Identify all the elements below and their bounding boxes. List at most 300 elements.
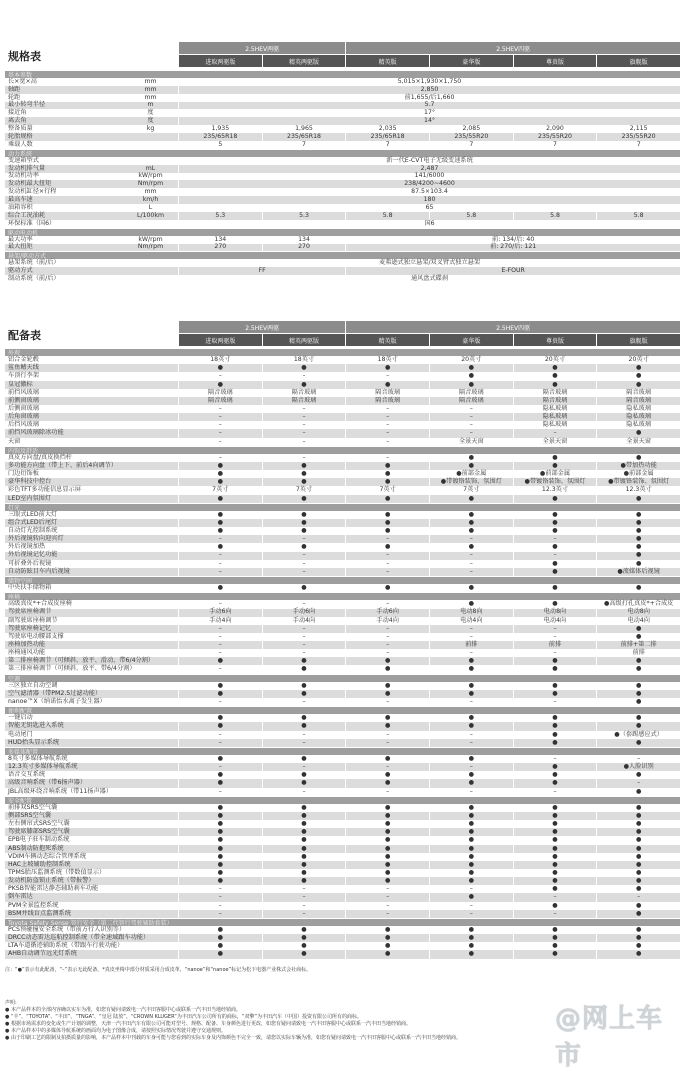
value-cell: 5.8 (345, 212, 429, 220)
value-cell: 7 (596, 141, 680, 149)
row-unit: mm (123, 86, 178, 94)
equipped-dot: ● (345, 836, 429, 844)
watermark-logo: @网上车市 (555, 1004, 664, 1071)
equipped-dot: ● (345, 828, 429, 836)
header-group-row (178, 321, 680, 333)
value-cell: 前排 (513, 641, 597, 649)
equipped-dot: ● (596, 828, 680, 836)
row-label: 组合式LED后尾灯 (5, 519, 178, 527)
value-cell: 前排+第二排 (596, 641, 680, 649)
value-cell: ●带镀铬装饰、氛围灯 (513, 478, 597, 486)
equipped-dot: ● (596, 543, 680, 551)
value-cell: 7英寸 (345, 486, 429, 494)
table-row (5, 845, 680, 853)
spec-table-header (178, 42, 680, 67)
equipped-dot: ● (345, 779, 429, 787)
equipped-dot: ● (513, 739, 597, 747)
section-header: 外观 (5, 348, 680, 356)
table-row (5, 275, 680, 283)
equipped-dot: ● (596, 665, 680, 673)
table-row (5, 543, 680, 551)
not-equipped-dash: – (345, 763, 429, 771)
value-cell: 新一代E-CVT电子无级变速系统 (178, 157, 680, 165)
equipped-dot: ● (429, 869, 513, 877)
not-equipped-dash: – (262, 885, 346, 893)
equipped-dot: ● (596, 877, 680, 885)
header-trim: 精英版 (345, 334, 429, 346)
row-unit: m (123, 102, 178, 110)
row-label: 轮胎规格 (5, 133, 123, 141)
equipped-dot: ● (513, 600, 597, 608)
row-label: 左右侧帘式SRS空气囊 (8, 820, 70, 828)
table-row (5, 560, 680, 568)
value-cell: 隔音玻璃 (262, 397, 346, 405)
equipped-dot: ● (513, 690, 597, 698)
value-cell: 全景天窗 (596, 438, 680, 446)
not-equipped-dash: – (513, 649, 597, 657)
row-label: 自动防眩目车内后视镜 (5, 568, 178, 576)
equipped-dot: ● (178, 771, 262, 779)
not-equipped-dash: – (345, 421, 429, 429)
value-cell: 通风盘式碟刹 (178, 275, 680, 283)
value-cell: 2,850 (178, 86, 680, 94)
equipped-dot: ● (513, 560, 597, 568)
equipped-dot: ● (429, 853, 513, 861)
not-equipped-dash: – (262, 633, 346, 641)
not-equipped-dash: – (262, 552, 346, 560)
table-row (5, 609, 680, 617)
equipped-dot: ● (178, 462, 262, 470)
value-cell: 隔音玻璃 (345, 397, 429, 405)
equipped-dot: ● (429, 714, 513, 722)
equipped-dot: ● (178, 381, 262, 389)
row-label: 后侧窗玻璃 (8, 404, 39, 412)
equipped-dot: ● (596, 698, 680, 706)
row-label: 高级真皮*+合成皮座椅 (8, 600, 72, 608)
equipped-dot: ● (513, 665, 597, 673)
equipped-dot: ● (345, 722, 429, 730)
not-equipped-dash: – (345, 633, 429, 641)
row-label: DRCC动态雷达巡航控制系统（带全速域跟车功能） (5, 934, 178, 942)
row-label: 外后视镜转向迎宾灯 (5, 535, 178, 543)
equipped-dot: ● (345, 478, 429, 486)
not-equipped-dash: – (429, 910, 513, 918)
not-equipped-dash: – (513, 625, 597, 633)
not-equipped-dash: – (262, 649, 346, 657)
row-label: 门边衍饰板 (8, 470, 39, 478)
equipped-dot: ● (429, 836, 513, 844)
table-row (5, 519, 680, 527)
equipped-dot: ● (262, 690, 346, 698)
equipped-dot: ● (429, 511, 513, 519)
equipped-dot: ● (513, 364, 597, 372)
value-cell: 电动8向 (513, 609, 597, 617)
table-row (5, 405, 680, 413)
row-label: 轴距 (5, 86, 123, 94)
row-label: 倒车雷达 (5, 893, 178, 901)
equipped-dot: ● (596, 381, 680, 389)
not-equipped-dash: – (345, 625, 429, 633)
statement-line: ● “丰”、“TOYOTA”、“丰田”、“TNGA”、“皇冠 陆放”、“CROWN KLUGER”为丰田汽车公司所有的商标，“双擎”为丰田汽车（中国）投资有限公司所有的商标。 (5, 1014, 363, 1020)
equipped-dot: ● (596, 429, 680, 437)
value-cell: 141/6000 (178, 173, 680, 181)
value-cell: 电动8向 (596, 609, 680, 617)
equipped-dot: ● (596, 902, 680, 910)
not-equipped-dash: – (178, 454, 262, 462)
equipped-dot: ● (596, 934, 680, 942)
table-row (5, 552, 680, 560)
row-label: PKSB智能雷达静态辅助刹车功能 (8, 885, 99, 893)
equipped-dot: ● (596, 625, 680, 633)
equipped-dot: ● (345, 381, 429, 389)
equipped-dot: ● (262, 682, 346, 690)
table-row (5, 804, 680, 812)
not-equipped-dash: – (429, 421, 513, 429)
table-row (5, 942, 680, 950)
row-label: 轮距 (8, 93, 21, 101)
equipped-dot: ● (345, 714, 429, 722)
equipped-dot: ● (596, 535, 680, 543)
not-equipped-dash: – (429, 649, 513, 657)
equipped-dot: ● (429, 381, 513, 389)
header-trim: 精英版 (345, 55, 429, 67)
row-label: 接近角 (8, 109, 27, 117)
equipped-dot: ● (345, 869, 429, 877)
equipped-dot: ● (262, 755, 346, 763)
equipped-dot: ● (513, 869, 597, 877)
not-equipped-dash: – (429, 552, 513, 560)
row-label: 皇冠徽标 (5, 381, 178, 389)
equipped-dot: ● (596, 560, 680, 568)
value-cell: 电动4向 (513, 617, 597, 625)
value-cell: ●前部金属 (429, 470, 513, 478)
table-row (5, 739, 680, 747)
row-label: 整备质量 (8, 125, 33, 133)
not-equipped-dash: – (178, 600, 262, 608)
table-row (5, 244, 680, 252)
not-equipped-dash: – (262, 763, 346, 771)
equipped-dot: ● (345, 771, 429, 779)
equipped-dot: ● (513, 861, 597, 869)
section-header: 储物空间 (5, 576, 680, 584)
value-cell: 65 (178, 204, 680, 212)
value-cell: 20英寸 (596, 356, 680, 364)
value-cell: 前1,655/后1,660 (178, 94, 680, 102)
header-trim: 精英两驱版 (262, 334, 346, 346)
table-row (5, 157, 680, 165)
not-equipped-dash: – (262, 568, 346, 576)
row-unit: Nm/rpm (123, 244, 178, 252)
equipped-dot: ● (596, 519, 680, 527)
header-group: 2.5HEV两驱 (178, 321, 345, 333)
header-trim-row (178, 55, 680, 67)
table-row (5, 853, 680, 861)
equipped-dot: ● (178, 682, 262, 690)
equipped-dot: ● (345, 470, 429, 478)
equipped-dot: ● (345, 665, 429, 673)
value-cell: 7 (262, 141, 346, 149)
equipped-dot: ● (596, 836, 680, 844)
table-row (5, 413, 680, 421)
not-equipped-dash: – (345, 649, 429, 657)
value-cell: 全景天窗 (429, 438, 513, 446)
row-label: 驾驶席座椅调节 (5, 609, 178, 617)
not-equipped-dash: – (513, 755, 597, 763)
row-label: 外后视镜加热 (8, 543, 46, 551)
equipped-dot: ● (596, 853, 680, 861)
row-label: 离去角 (5, 117, 123, 125)
not-equipped-dash: – (429, 763, 513, 771)
value-cell: 5.3 (178, 212, 262, 220)
header-trim: 进取两驱版 (178, 334, 262, 346)
not-equipped-dash: – (345, 885, 429, 893)
equipped-dot: ● (513, 845, 597, 853)
equipped-dot: ● (178, 942, 262, 950)
value-cell: 隐私玻璃 (513, 421, 597, 429)
row-unit (123, 275, 178, 283)
section-header: 内饰及舒适 (5, 446, 680, 454)
value-cell: 2,090 (513, 125, 597, 133)
equipped-dot: ● (345, 861, 429, 869)
not-equipped-dash: – (262, 902, 346, 910)
row-label: 发动机最大扭矩 (5, 180, 123, 188)
equipped-dot: ● (345, 812, 429, 820)
section-header: 悬架/驱动方式 (5, 251, 680, 259)
equipped-dot: ● (429, 657, 513, 665)
row-unit: km/h (123, 196, 178, 204)
row-label: 环保标准（国6） (8, 219, 56, 227)
equipped-dot: ● (178, 364, 262, 372)
value-cell: 麦弗逊式独立悬架/双叉臂式独立悬架 (178, 259, 680, 267)
row-label: 最大功率 (8, 235, 33, 243)
not-equipped-dash: – (262, 413, 346, 421)
value-cell: 1,935 (178, 125, 262, 133)
table-row (5, 779, 680, 787)
not-equipped-dash: – (345, 552, 429, 560)
table-row (5, 869, 680, 877)
not-equipped-dash: – (513, 429, 597, 437)
row-label: PVM全景监控系统 (8, 901, 59, 909)
equipped-dot: ● (178, 820, 262, 828)
equipped-dot: ● (429, 527, 513, 535)
equipped-dot: ● (262, 511, 346, 519)
equipped-dot: ● (429, 779, 513, 787)
value-cell: 手动6向 (262, 609, 346, 617)
not-equipped-dash: – (178, 535, 262, 543)
equipped-dot: ● (345, 495, 429, 503)
section-header: 灯光 (5, 503, 680, 511)
equipped-dot: ● (262, 462, 346, 470)
table-row (5, 102, 680, 110)
equipped-dot: ● (178, 657, 262, 665)
table-row (5, 625, 680, 633)
equipped-dot: ● (262, 926, 346, 934)
table-row (5, 731, 680, 739)
equipped-dot: ● (596, 714, 680, 722)
value-cell: 5.8 (513, 212, 597, 220)
section-header: Toyota Safety Sense 智行安全（第二代智行驾驶辅助套装） (5, 918, 680, 926)
equipped-dot: ● (596, 926, 680, 934)
row-unit (123, 157, 178, 165)
table-row (5, 180, 680, 188)
equipped-dot: ● (596, 942, 680, 950)
equipped-dot: ● (262, 836, 346, 844)
not-equipped-dash: – (345, 405, 429, 413)
value-cell: ●（套踢感应式） (596, 731, 680, 739)
not-equipped-dash: – (178, 902, 262, 910)
row-label: 发动机防盗锁止系统（带报警） (5, 877, 178, 885)
table-row (5, 236, 680, 244)
equipped-dot: ● (596, 633, 680, 641)
equipped-dot: ● (596, 771, 680, 779)
equipped-dot: ● (513, 804, 597, 812)
not-equipped-dash: – (345, 910, 429, 918)
row-label: 最高车速 (5, 196, 123, 204)
equipped-dot: ● (262, 495, 346, 503)
table-row (5, 535, 680, 543)
value-cell: 国6 (178, 220, 680, 228)
equipped-dot: ● (513, 381, 597, 389)
not-equipped-dash: – (262, 372, 346, 380)
table-row (5, 511, 680, 519)
equipped-dot: ● (262, 869, 346, 877)
value-cell: 隔音玻璃 (178, 397, 262, 405)
equipped-dot: ● (345, 584, 429, 592)
not-equipped-dash: – (429, 429, 513, 437)
equipped-dot: ● (429, 942, 513, 950)
section-header: 动力系统 (5, 149, 680, 157)
not-equipped-dash: – (596, 755, 680, 763)
table-row (5, 188, 680, 196)
equipped-dot: ● (596, 690, 680, 698)
equipped-dot: ● (513, 722, 597, 730)
row-label: HAC上坡辅助控制系统 (5, 861, 178, 869)
table-row (5, 372, 680, 380)
table-row (5, 828, 680, 836)
equipped-dot: ● (178, 584, 262, 592)
equipped-dot: ● (513, 657, 597, 665)
table-row (5, 568, 680, 576)
equipped-dot: ● (178, 722, 262, 730)
not-equipped-dash: – (262, 405, 346, 413)
row-label: 真皮方向盘/真皮换挡杆 (8, 453, 72, 461)
equipped-dot: ● (429, 934, 513, 942)
row-unit: L/100km (123, 212, 178, 220)
value-cell: 7 (345, 141, 429, 149)
equipped-dot: ● (262, 779, 346, 787)
equipped-dot: ● (345, 364, 429, 372)
value-cell: E-FOUR (345, 267, 680, 275)
row-label: 天窗 (8, 437, 21, 445)
value-cell: 87.5×103.4 (178, 188, 680, 196)
not-equipped-dash: – (178, 421, 262, 429)
not-equipped-dash: – (345, 568, 429, 576)
equipped-dot: ● (596, 885, 680, 893)
not-equipped-dash: – (513, 698, 597, 706)
table-row (5, 421, 680, 429)
section-header: 便利配置 (5, 706, 680, 714)
value-cell: ●带镀铬装饰、氛围灯 (429, 478, 513, 486)
equipped-dot: ● (429, 755, 513, 763)
equipped-dot: ● (345, 462, 429, 470)
statement-title: 声明: (5, 1000, 17, 1006)
value-cell: 235/65R18 (345, 133, 429, 141)
equipped-dot: ● (345, 657, 429, 665)
equipped-dot: ● (513, 820, 597, 828)
row-label: 变速箱型式 (8, 156, 39, 164)
table-row (5, 698, 680, 706)
value-cell: 134 (262, 236, 346, 244)
row-label: 乘载人数 (8, 140, 33, 148)
header-trim: 精英两驱版 (262, 55, 346, 67)
not-equipped-dash: – (596, 893, 680, 901)
value-cell: 隐私玻璃 (513, 405, 597, 413)
row-unit: kW/rpm (138, 172, 163, 180)
equipped-dot: ● (178, 861, 262, 869)
value-cell: ●前部金属 (596, 470, 680, 478)
equipped-dot: ● (178, 470, 262, 478)
table-row (5, 617, 680, 625)
equipped-dot: ● (513, 568, 597, 576)
table-row (5, 141, 680, 149)
not-equipped-dash: – (262, 641, 346, 649)
not-equipped-dash: – (429, 625, 513, 633)
not-equipped-dash: – (178, 438, 262, 446)
equipped-dot: ● (178, 495, 262, 503)
table-row (5, 86, 680, 94)
not-equipped-dash: – (429, 698, 513, 706)
table-row (5, 788, 680, 796)
value-cell: 7 (513, 141, 597, 149)
value-cell: 12.3英寸 (513, 486, 597, 494)
row-unit (123, 259, 178, 267)
header-trim-row (178, 334, 680, 346)
table-row (5, 381, 680, 389)
row-label: 长×宽×高 (8, 77, 37, 85)
not-equipped-dash: – (178, 910, 262, 918)
table-row (5, 133, 680, 141)
row-label: 制动系统（前/后） (8, 275, 60, 282)
not-equipped-dash: – (262, 421, 346, 429)
equipped-dot: ● (262, 478, 346, 486)
equipped-dot: ● (178, 511, 262, 519)
row-label: 前挡风玻璃 (8, 388, 39, 396)
value-cell: 手动4向 (262, 617, 346, 625)
equipped-dot: ● (429, 893, 513, 901)
statement-line: ● 本产品样本中的多媒体导航系统的画面均为电子图像合成，请按照实际情况驾驶并遵守交通规则。 (5, 1028, 226, 1034)
equipped-dot: ● (262, 812, 346, 820)
spec-title: 规格表 (8, 50, 41, 63)
not-equipped-dash: – (262, 739, 346, 747)
statement-line: ● 根据市场需求的变化或生产计划的调整，天津一汽丰田汽车有限公司可能对型号、规格、配备、车身颜色进行更改，如您有疑问请致电一汽丰田客服中心或联系一汽丰田当地经销商。 (5, 1021, 411, 1027)
equipped-dot: ● (596, 372, 680, 380)
equipped-dot: ● (262, 771, 346, 779)
row-label: 可折叠外后视镜 (8, 559, 52, 567)
row-label: BSM并线盲点监测系统 (5, 910, 178, 918)
value-cell: 隔音玻璃 (262, 389, 346, 397)
equipped-dot: ● (345, 690, 429, 698)
equipped-dot: ● (596, 552, 680, 560)
value-cell: 手动6向 (178, 609, 262, 617)
row-label: 豪华科技中控台 (5, 478, 178, 486)
table-row (5, 204, 680, 212)
row-label: VDIM车辆动态综合管理系统 (8, 852, 87, 860)
not-equipped-dash: – (178, 698, 262, 706)
value-cell: 手动4向 (178, 617, 262, 625)
not-equipped-dash: – (178, 560, 262, 568)
table-row (5, 641, 680, 649)
not-equipped-dash: – (262, 698, 346, 706)
